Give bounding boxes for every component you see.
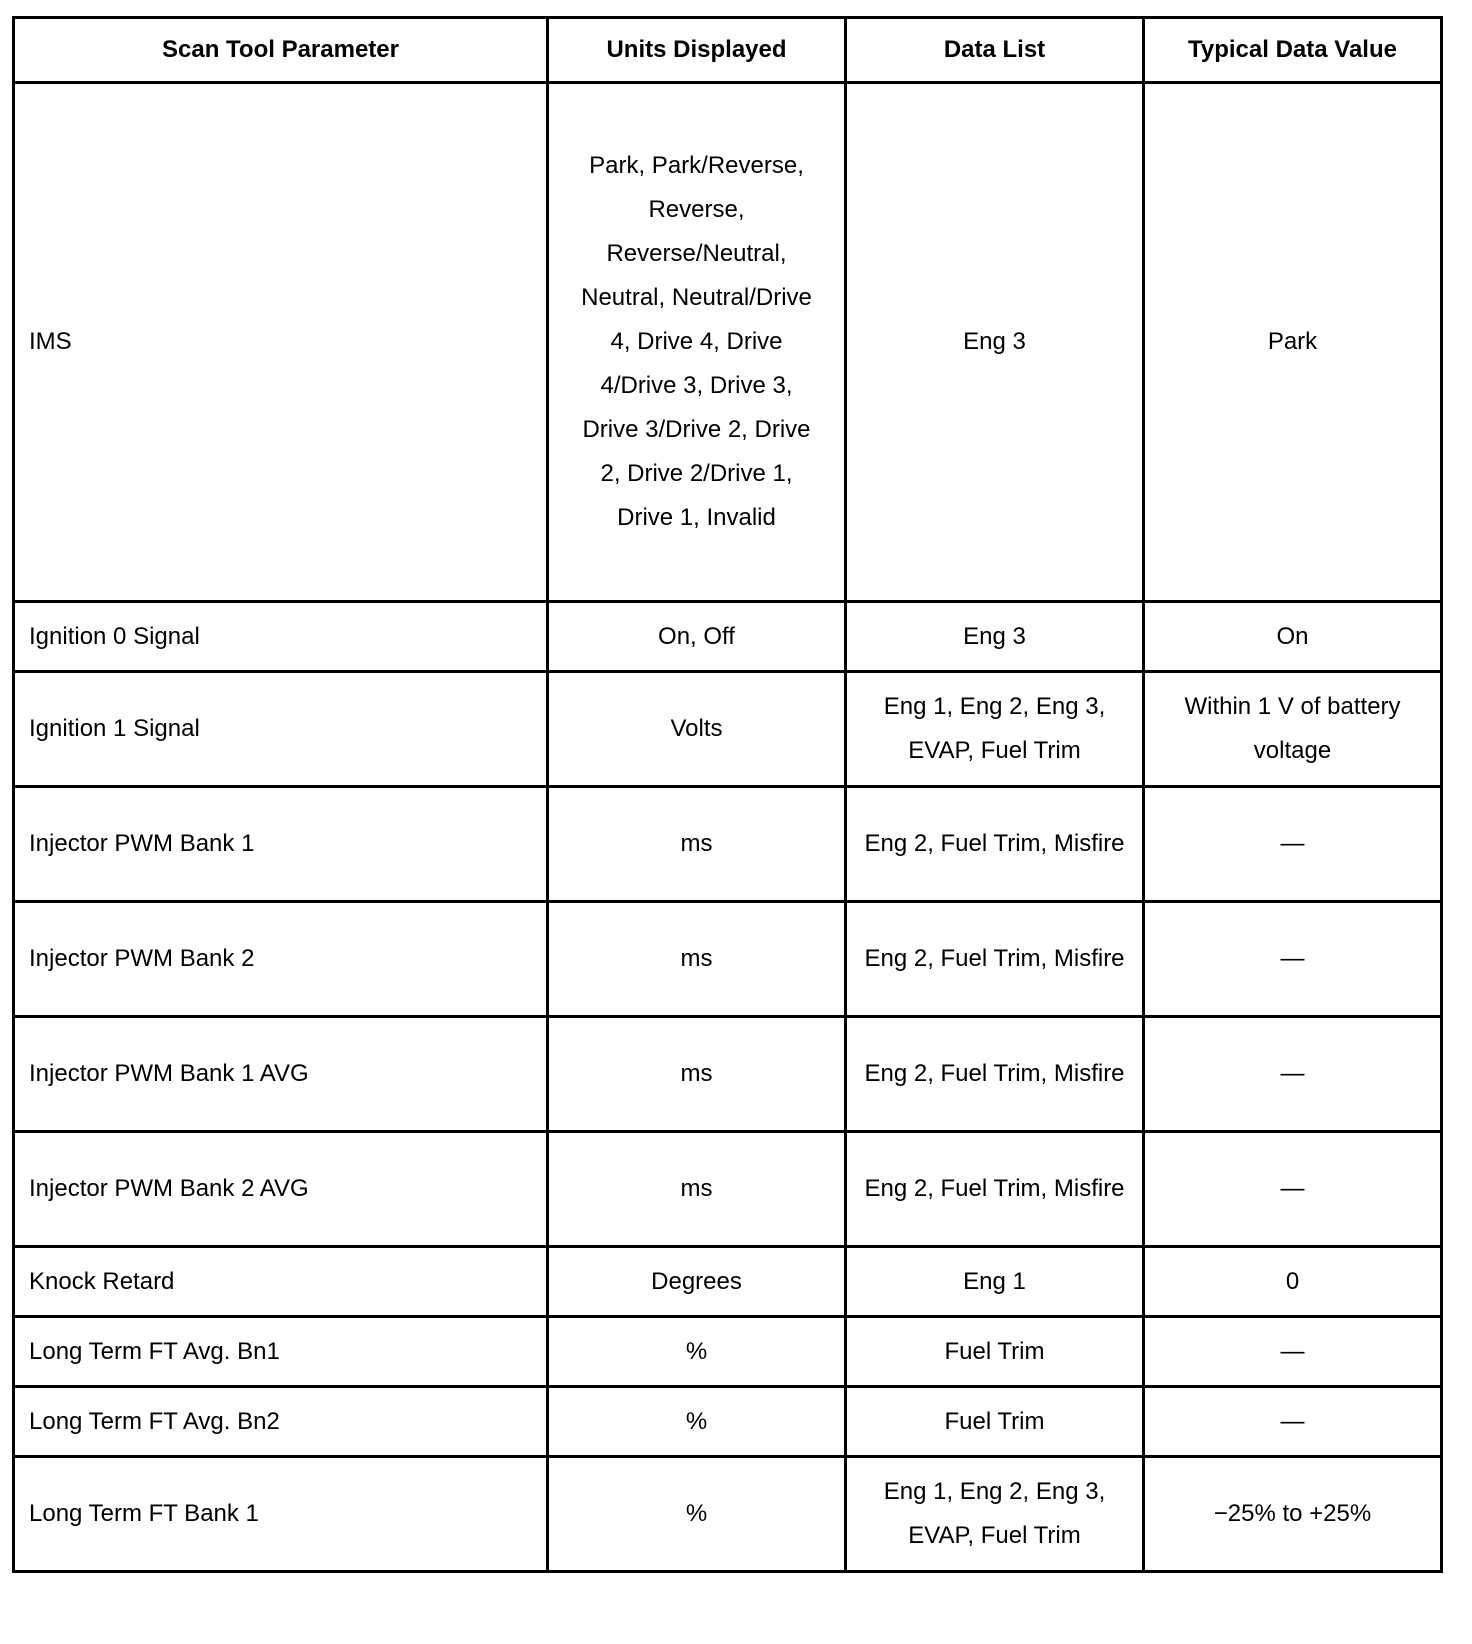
- parameter-cell: Injector PWM Bank 1: [14, 787, 548, 902]
- table-row: [14, 602, 1442, 672]
- parameter-cell: Long Term FT Bank 1: [14, 1457, 548, 1572]
- units-cell: Park, Park/Reverse, Reverse, Reverse/Neutral, Neutral, Neutral/Drive 4, Drive 4, Drive 4/Drive 3, Drive 3, Drive 3/Drive 2, Drive 2, Drive 2/Drive 1, Drive 1, Invalid: [548, 83, 846, 602]
- header-typical-data-value: Typical Data Value: [1144, 18, 1442, 83]
- parameter-cell: Injector PWM Bank 2: [14, 902, 548, 1017]
- data-list-cell: Fuel Trim: [846, 1317, 1144, 1387]
- parameter-cell: Long Term FT Avg. Bn2: [14, 1387, 548, 1457]
- parameter-cell: Injector PWM Bank 1 AVG: [14, 1017, 548, 1132]
- typical-value-cell: —: [1144, 1017, 1442, 1132]
- units-cell: Degrees: [548, 1247, 846, 1317]
- data-list-cell: Eng 1, Eng 2, Eng 3, EVAP, Fuel Trim: [846, 1457, 1144, 1572]
- table-header-row: [14, 18, 1442, 83]
- units-cell: %: [548, 1317, 846, 1387]
- units-cell: %: [548, 1457, 846, 1572]
- parameter-cell: Long Term FT Avg. Bn1: [14, 1317, 548, 1387]
- units-cell: On, Off: [548, 602, 846, 672]
- units-cell: Volts: [548, 672, 846, 787]
- typical-value-cell: Within 1 V of battery voltage: [1144, 672, 1442, 787]
- typical-value-cell: −25% to +25%: [1144, 1457, 1442, 1572]
- units-cell: ms: [548, 787, 846, 902]
- table-row: [14, 83, 1442, 602]
- data-list-cell: Eng 2, Fuel Trim, Misfire: [846, 1132, 1144, 1247]
- table-row: [14, 902, 1442, 1017]
- typical-value-cell: —: [1144, 1132, 1442, 1247]
- header-data-list: Data List: [846, 18, 1144, 83]
- units-cell: %: [548, 1387, 846, 1457]
- parameter-cell: IMS: [14, 83, 548, 602]
- table-row: [14, 1132, 1442, 1247]
- table-row: [14, 672, 1442, 787]
- typical-value-cell: —: [1144, 902, 1442, 1017]
- table-row: [14, 1457, 1442, 1572]
- typical-value-cell: —: [1144, 787, 1442, 902]
- header-units-displayed: Units Displayed: [548, 18, 846, 83]
- typical-value-cell: On: [1144, 602, 1442, 672]
- data-list-cell: Eng 1, Eng 2, Eng 3, EVAP, Fuel Trim: [846, 672, 1144, 787]
- table-row: [14, 1017, 1442, 1132]
- units-cell: ms: [548, 1132, 846, 1247]
- table-row: [14, 1387, 1442, 1457]
- table-row: [14, 1247, 1442, 1317]
- data-list-cell: Fuel Trim: [846, 1387, 1144, 1457]
- parameter-cell: Ignition 1 Signal: [14, 672, 548, 787]
- table-row: [14, 1317, 1442, 1387]
- parameter-cell: Injector PWM Bank 2 AVG: [14, 1132, 548, 1247]
- data-list-cell: Eng 3: [846, 83, 1144, 602]
- units-cell: ms: [548, 1017, 846, 1132]
- data-list-cell: Eng 3: [846, 602, 1144, 672]
- data-list-cell: Eng 1: [846, 1247, 1144, 1317]
- parameter-cell: Knock Retard: [14, 1247, 548, 1317]
- data-list-cell: Eng 2, Fuel Trim, Misfire: [846, 787, 1144, 902]
- table-row: [14, 787, 1442, 902]
- data-list-cell: Eng 2, Fuel Trim, Misfire: [846, 1017, 1144, 1132]
- header-scan-tool-parameter: Scan Tool Parameter: [14, 18, 548, 83]
- typical-value-cell: 0: [1144, 1247, 1442, 1317]
- typical-value-cell: Park: [1144, 83, 1442, 602]
- units-cell: ms: [548, 902, 846, 1017]
- parameter-cell: Ignition 0 Signal: [14, 602, 548, 672]
- data-list-cell: Eng 2, Fuel Trim, Misfire: [846, 902, 1144, 1017]
- typical-value-cell: —: [1144, 1317, 1442, 1387]
- typical-value-cell: —: [1144, 1387, 1442, 1457]
- scan-tool-data-table: [12, 16, 1443, 1573]
